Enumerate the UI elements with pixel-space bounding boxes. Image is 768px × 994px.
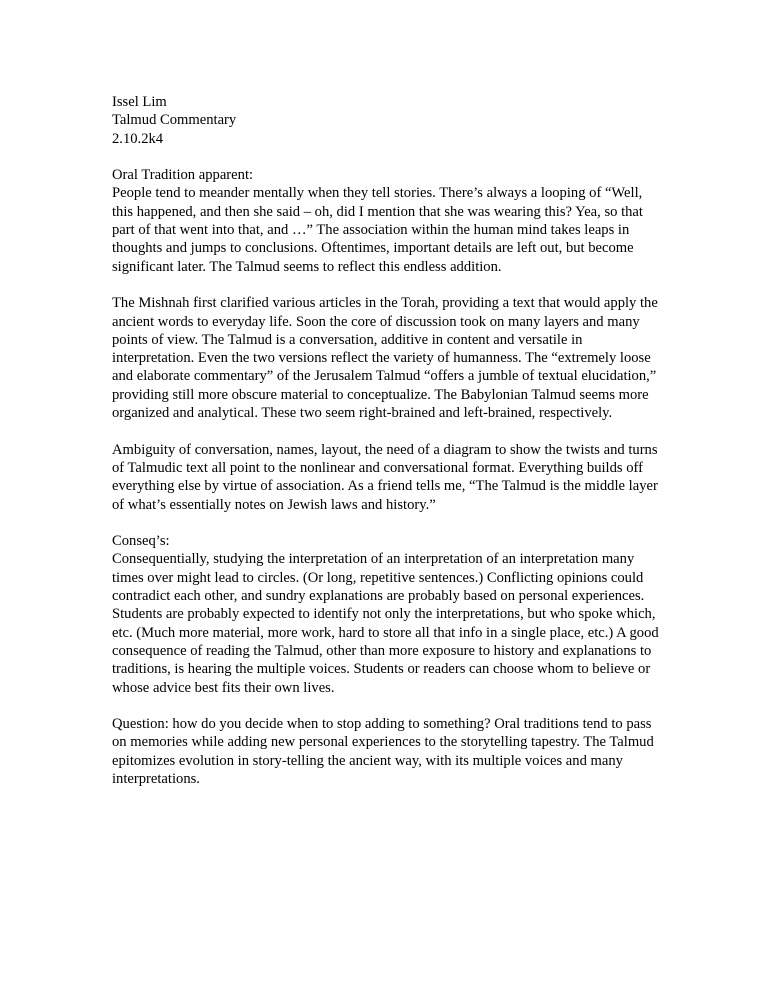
question-paragraph: Question: how do you decide when to stop adding to something? Oral traditions tend to pass on memories while adding new personal experiences to the storytelling tapestry. The Talmud epitomizes evolution in story-telling the ancient way, with its multiple voices and many interpretations. [112, 716, 654, 787]
document-body [112, 93, 660, 788]
author-name: Issel Lim [112, 94, 167, 110]
ambiguity-paragraph: Ambiguity of conversation, names, layout, the need of a diagram to show the twists and turns of Talmudic text all point to the nonlinear and conversational format. Everything builds off everything else by virtue of association. As a friend tells me, “The Talmud is the middle layer of what’s essentially notes on Jewish laws and history.” [112, 441, 658, 513]
mishnah-paragraph: The Mishnah first clarified various articles in the Torah, providing a text that would apply the ancient words to everyday life. Soon the core of discussion took on many layers and many points of view. The Talmud is a conversation, additive in content and versatile in interpretation. Even the two versions reflect the variety of humanness. The “extremely loose and elaborate commentary” of the Jerusalem Talmud “offers a jumble of textual elucidation,” providing still more obscure material to conceptualize. The Babylonian Talmud seems more organized and analytical. These two seem right-brained and left-brained, respectively. [112, 295, 658, 422]
oral-tradition-heading: Oral Tradition apparent: [112, 167, 254, 184]
consequences-section [112, 532, 660, 697]
oral-tradition-section [112, 166, 660, 276]
oral-tradition-paragraph: People tend to meander mentally when they tell stories. There’s always a looping of “Well, this happened, and then she said – oh, did I mention that she was wearing this? Yea, so that part of that went into that, and …” The association within the human mind takes leaps in thoughts and jumps to conclusions. Oftentimes, important details are left out, but become significant later. The Talmud seems to reflect this endless addition. [112, 185, 643, 275]
course-title: Talmud Commentary [112, 112, 237, 129]
consequences-heading: Conseq’s: [112, 533, 170, 550]
consequences-paragraph: Consequentially, studying the interpretation of an interpretation of an interpretation many times over might lead to circles. (Or long, repetitive sentences.) Conflicting opinions could contradict each other, and sundry explanations are probably based on personal experiences. Students are probably expected to identify not only the interpretations, but who spoke which, etc. (Much more material, more work, hard to store all that info in a single place, etc.) A good consequence of reading the Talmud, other than more exposure to history and explanations to traditions, is hearing the multiple voices. Students or readers can choose whom to believe or whose advice best fits their own lives. [112, 551, 659, 696]
document-date: 2.10.2k4 [112, 130, 164, 147]
